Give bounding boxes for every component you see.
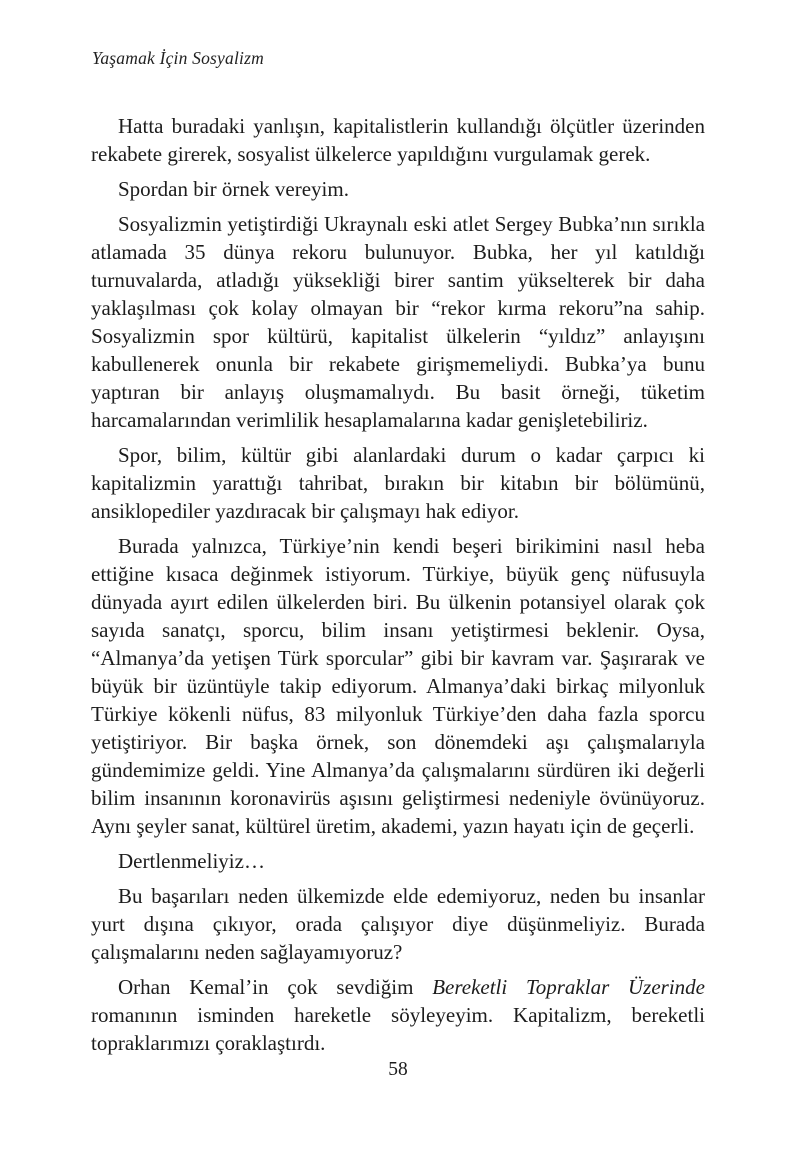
text-run: Spordan bir örnek vereyim. [118,177,349,201]
paragraph [91,441,705,525]
text-run: Burada yalnızca, Türkiye’nin kendi beşeri birikimini nasıl heba ettiğine kısaca değinmek istiyorum. Türkiye, büyük genç nüfusuyla dünyada ayırt edilen ülkelerden biri. Bu ülkenin potansiyel olarak çok sayıda sanatçı, sporcu, bilim insanı yetiştirmesi beklenir. Oysa, “Almanya’da yetişen Türk sporcular” gibi bir kavram var. Şaşırarak ve büyük bir üzüntüyle takip ediyorum. Almanya’daki birkaç milyonluk Türkiye kökenli nüfus, 83 milyonluk Türkiye’den daha fazla sporcu yetiştiriyor. Bir başka örnek, son dönemdeki aşı çalışmalarıyla gündemimize geldi. Yine Almanya’da çalışmalarını sürdüren iki değerli bilim insanının koronavirüs aşısını geliştirmesi nedeniyle övünüyoruz. Aynı şeyler sanat, kültürel üretim, akademi, yazın hayatı için de geçerli. [91,534,705,838]
paragraph [91,210,705,434]
paragraph [91,532,705,840]
paragraph [91,112,705,168]
text-run: romanının isminden hareketle söyleyeyim. Kapitalizm, bereketli topraklarımızı çoraklaştırdı. [91,1003,705,1055]
text-run: Dertlenmeliyiz… [118,849,265,873]
paragraph [91,847,705,875]
text-run: Spor, bilim, kültür gibi alanlardaki durum o kadar çarpıcı ki kapitalizmin yarattığı tahribat, bırakın bir kitabın bir bölümünü, ansiklopediler yazdıracak bir çalışmayı hak ediyor. [91,443,705,523]
text-block [91,112,705,1064]
text-run: Bu başarıları neden ülkemizde elde edemiyoruz, neden bu insanlar yurt dışına çıkıyor, orada çalışıyor diye düşünmeliyiz. Burada çalışmalarını neden sağlayamıyoruz? [91,884,705,964]
running-header: Yaşamak İçin Sosyalizm [92,48,264,68]
text-run: Hatta buradaki yanlışın, kapitalistlerin kullandığı ölçütler üzerinden rekabete girerek, sosyalist ülkelerce yapıldığını vurgulamak gerek. [91,114,705,166]
paragraph [91,175,705,203]
text-run: Sosyalizmin yetiştirdiği Ukraynalı eski atlet Sergey Bubka’nın sırıkla atlamada 35 dünya rekoru bulunuyor. Bubka, her yıl katıldığı turnuvalarda, atladığı yüksekliği birer santim yükselterek bir daha yaklaşılması çok kolay olmayan bir “rekor kırma rekoru”na sahip. Sosyalizmin spor kültürü, kapitalist ülkelerin “yıldız” anlayışını kabullenerek onunla bir rekabete girişmemeliydi. Bubka’ya bunu yaptıran bir anlayış oluşmamalıydı. Bu basit örneği, tüketim harcamalarından verimlilik hesaplamalarına kadar genişletebiliriz. [91,212,705,432]
page-number: 58 [388,1059,408,1080]
paragraph [91,973,705,1057]
italic-book-title: Bereketli Topraklar Üzerinde [432,975,705,999]
text-run: Orhan Kemal’in çok sevdiğim [118,975,433,999]
paragraph [91,882,705,966]
